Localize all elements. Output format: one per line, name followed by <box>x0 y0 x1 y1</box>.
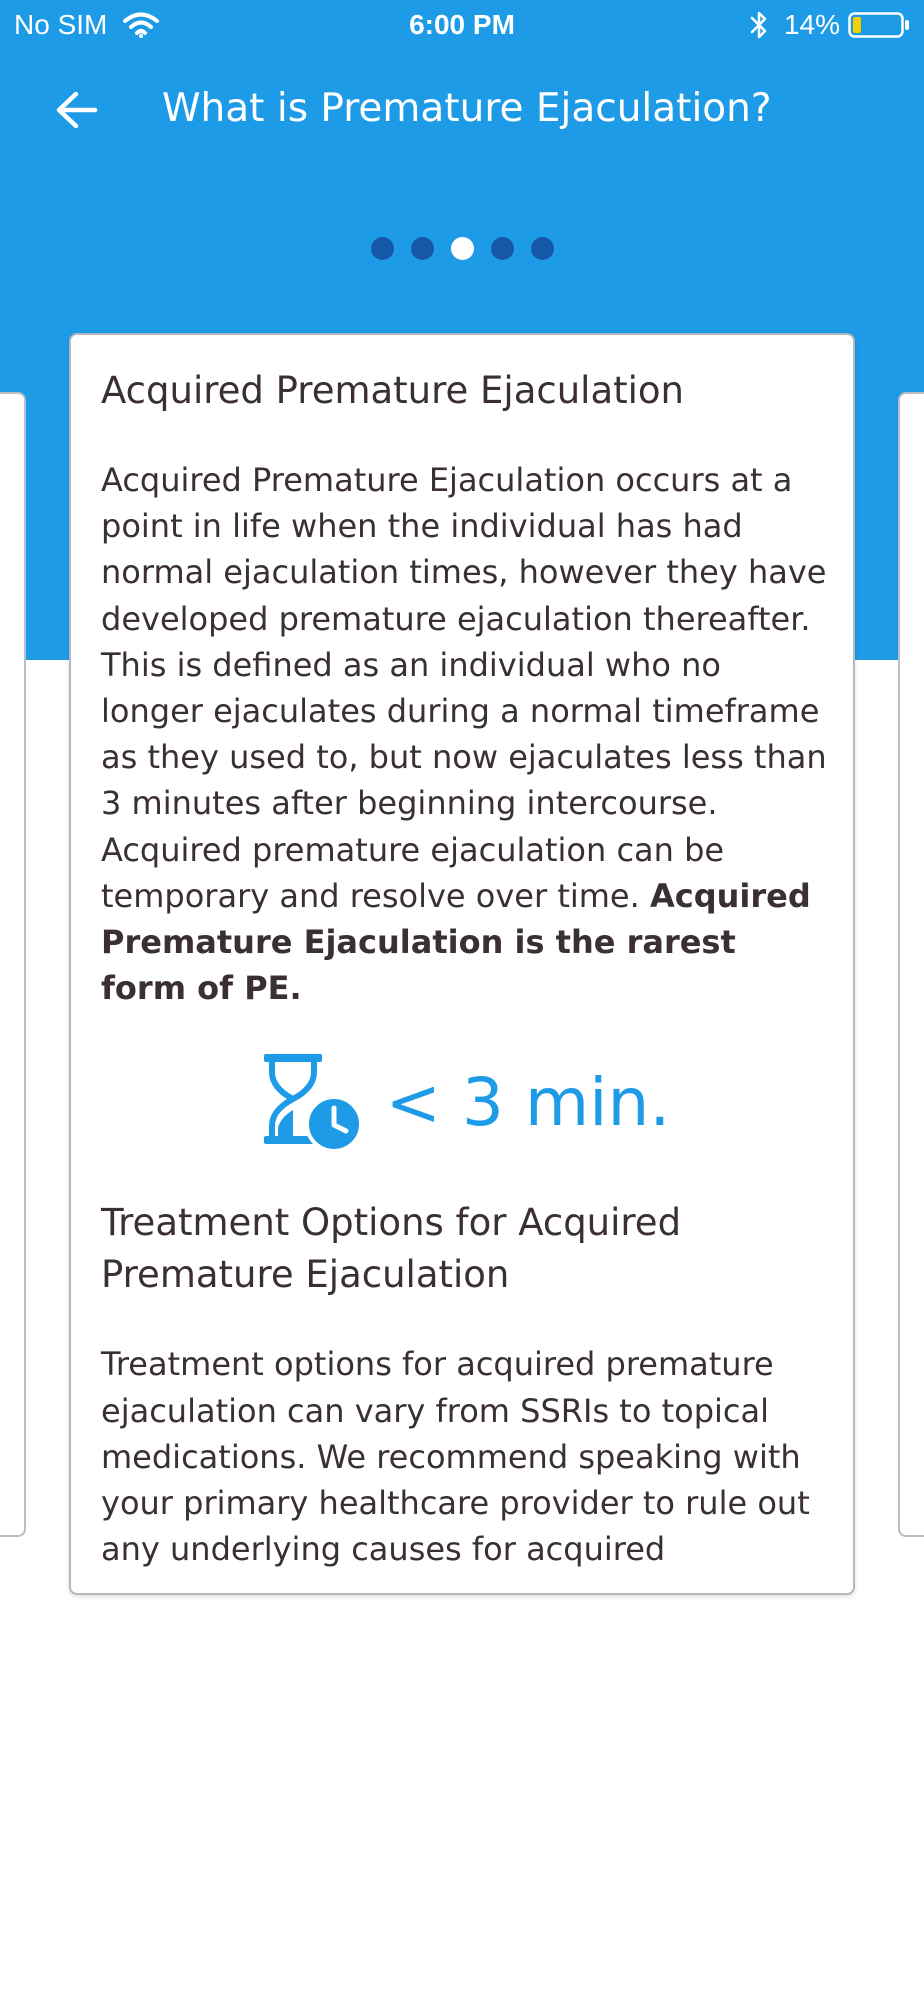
status-time: 6:00 PM <box>409 9 515 40</box>
arrow-left-icon <box>54 90 98 130</box>
bluetooth-icon <box>748 10 770 40</box>
nav-bar <box>0 60 924 160</box>
back-button[interactable] <box>46 80 106 140</box>
body-text-regular: Acquired Premature Ejaculation occurs at a point in life when the individual has had normal ejaculation times, however they have developed premature ejaculation thereafter. This is defined as an individual who no longer ejaculates during a normal timeframe as they used to, but now ejaculates less than 3 minutes after beginning intercourse. Acquired premature ejaculation can be temporary and resolve over time. <box>101 461 827 915</box>
previous-card-peek[interactable] <box>0 392 26 1537</box>
section-body-treatment: Treatment options for acquired premature ejaculation can vary from SSRIs to topical medications. We recommend speaking with your primary healthcare provider to rule out any underlying causes for acquired <box>101 1345 810 1569</box>
card-content <box>101 365 829 1572</box>
page-indicator <box>0 237 924 260</box>
timer-label: < 3 min. <box>385 1063 671 1141</box>
info-card <box>69 333 855 1595</box>
status-bar <box>0 0 924 50</box>
section-title-treatment: Treatment Options for Acquired Premature Ejaculation <box>101 1201 682 1297</box>
body-text-bold: Acquired Premature Ejaculation is the rarest form of PE. <box>101 876 811 1008</box>
page-dot-4[interactable] <box>491 237 514 260</box>
page-dot-2[interactable] <box>411 237 434 260</box>
page-dot-1[interactable] <box>371 237 394 260</box>
battery-icon <box>848 10 910 40</box>
timer-graphic <box>101 1047 829 1157</box>
section-title-acquired-pe: Acquired Premature Ejaculation <box>101 369 685 412</box>
carrier-label: No SIM <box>14 9 108 40</box>
page-dot-3[interactable] <box>451 237 474 260</box>
battery-percent: 14% <box>783 9 840 40</box>
page-title: What is Premature Ejaculation? <box>162 86 772 131</box>
page-dot-5[interactable] <box>531 237 554 260</box>
next-card-peek[interactable] <box>898 392 924 1537</box>
status-right <box>748 9 910 41</box>
section-body-acquired-pe <box>101 457 829 1011</box>
hourglass-clock-icon <box>260 1050 364 1154</box>
